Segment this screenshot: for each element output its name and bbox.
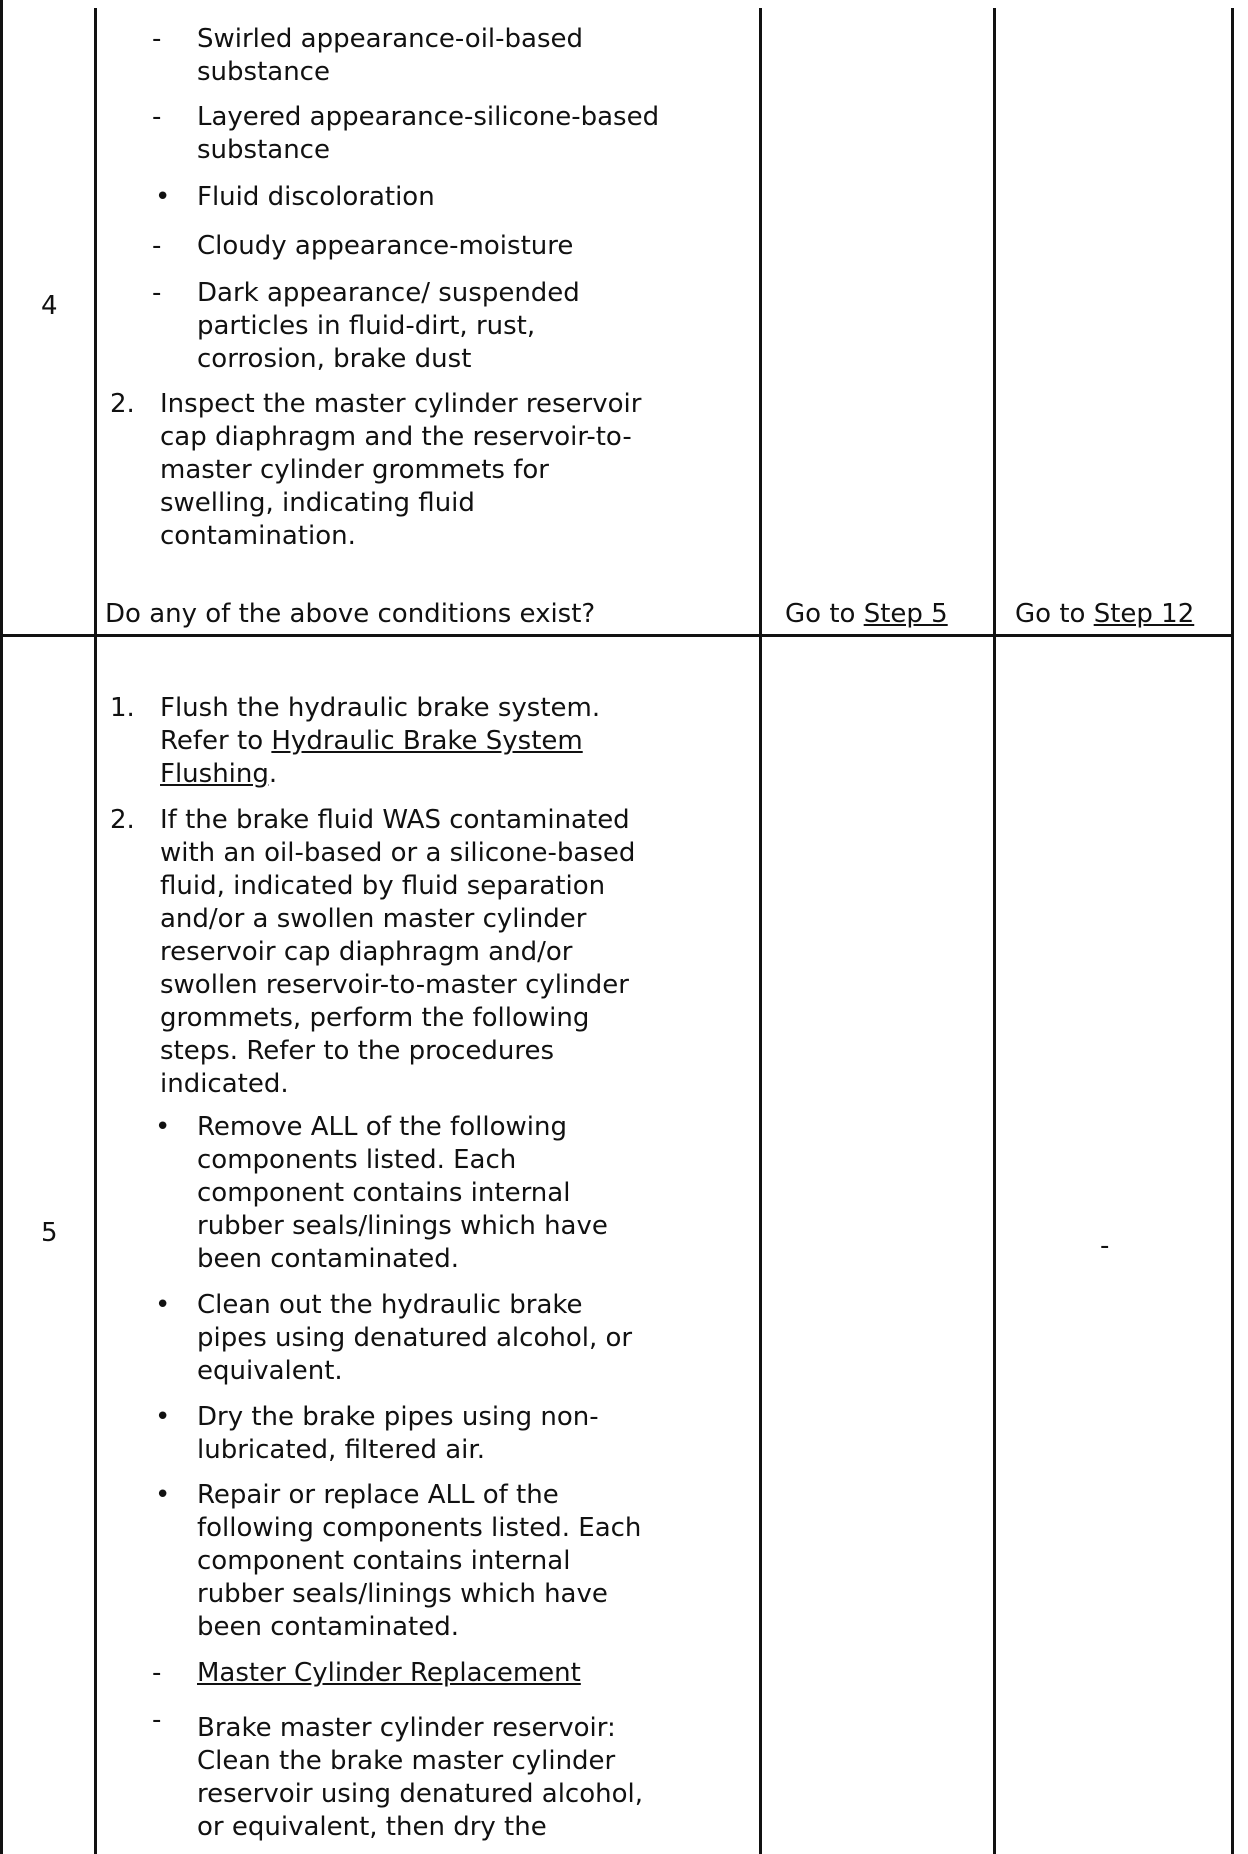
- step-5-link[interactable]: Step 5: [863, 599, 948, 629]
- list-item-text: Brake master cylinder reservoir: Clean the brake master cylinder reservoir using denatured alcohol, or equivalent, then dry the: [197, 1713, 644, 1842]
- list-item-text: Clean out the hydraulic brake pipes using denatured alcohol, or equivalent.: [197, 1290, 633, 1386]
- dash-marker: -: [152, 102, 162, 132]
- bullet-marker: •: [155, 1112, 171, 1142]
- hydraulic-brake-system-flushing-link[interactable]: Hydraulic Brake System: [271, 726, 583, 756]
- bullet-marker: •: [155, 182, 171, 212]
- step-item-text: If the brake fluid WAS contaminated with an oil-based or a silicone-based fluid, indicated by fluid separation and/or a swollen master cylinder reservoir cap diaphragm and/or swollen reservoir-to-master cylinder grommets, perform the following steps. Refer to the procedures indicated.: [160, 805, 636, 1099]
- bullet-marker: •: [155, 1290, 171, 1320]
- bullet-marker: •: [155, 1402, 171, 1432]
- yes-prefix: Go to: [785, 599, 864, 629]
- step-item-text: Inspect the master cylinder reservoir cap diaphragm and the reservoir-to- master cylinder grommets for swelling, indicating fluid contamination.: [160, 389, 642, 551]
- condition-question: Do any of the above conditions exist?: [105, 599, 596, 629]
- dash-marker: -: [152, 1658, 162, 1688]
- master-cylinder-replacement-link[interactable]: Master Cylinder Replacement: [197, 1658, 581, 1688]
- no-action: [1015, 598, 1194, 631]
- list-item-text: Dark appearance/ suspended particles in fluid-dirt, rust, corrosion, brake dust: [197, 278, 580, 374]
- table-left-border: [0, 0, 3, 1854]
- step-item-number: 1.: [110, 693, 135, 723]
- bullet-marker: •: [155, 1480, 171, 1510]
- step-number: 4: [41, 291, 58, 321]
- list-item-text: Layered appearance-silicone-based substance: [197, 102, 660, 165]
- list-item-text: Dry the brake pipes using non- lubricated, filtered air.: [197, 1402, 599, 1465]
- list-item-text: Swirled appearance-oil-based substance: [197, 24, 584, 87]
- action-column-divider: [759, 8, 762, 1854]
- list-item-text: Fluid discoloration: [197, 182, 435, 212]
- list-item-text: Remove ALL of the following components listed. Each component contains internal rubber seals/linings which have been contaminated.: [197, 1112, 608, 1274]
- table-right-border: [1231, 8, 1234, 1854]
- step-item-text: Flush the hydraulic brake system. Refer to Hydraulic Brake System Flushing.: [160, 693, 601, 789]
- step-12-link[interactable]: Step 12: [1093, 599, 1195, 629]
- list-item-text: Cloudy appearance-moisture: [197, 231, 574, 261]
- no-prefix: Go to: [1015, 599, 1094, 629]
- dash-marker: -: [152, 24, 162, 54]
- hydraulic-brake-system-flushing-link-cont[interactable]: Flushing: [160, 759, 269, 789]
- no-action-empty: -: [1100, 1231, 1110, 1261]
- list-item-text: Repair or replace ALL of the following components listed. Each component contains internal rubber seals/linings which have been contaminated.: [197, 1480, 642, 1642]
- row-divider: [0, 634, 1234, 637]
- yes-action: [785, 598, 948, 631]
- step-item-number: 2.: [110, 389, 135, 419]
- step-item-number: 2.: [110, 805, 135, 835]
- dash-marker: -: [152, 1705, 162, 1735]
- dash-marker: -: [152, 278, 162, 308]
- step-number: 5: [41, 1218, 58, 1248]
- dash-marker: -: [152, 231, 162, 261]
- yes-column-divider: [993, 8, 996, 1854]
- step-column-divider: [94, 8, 97, 1854]
